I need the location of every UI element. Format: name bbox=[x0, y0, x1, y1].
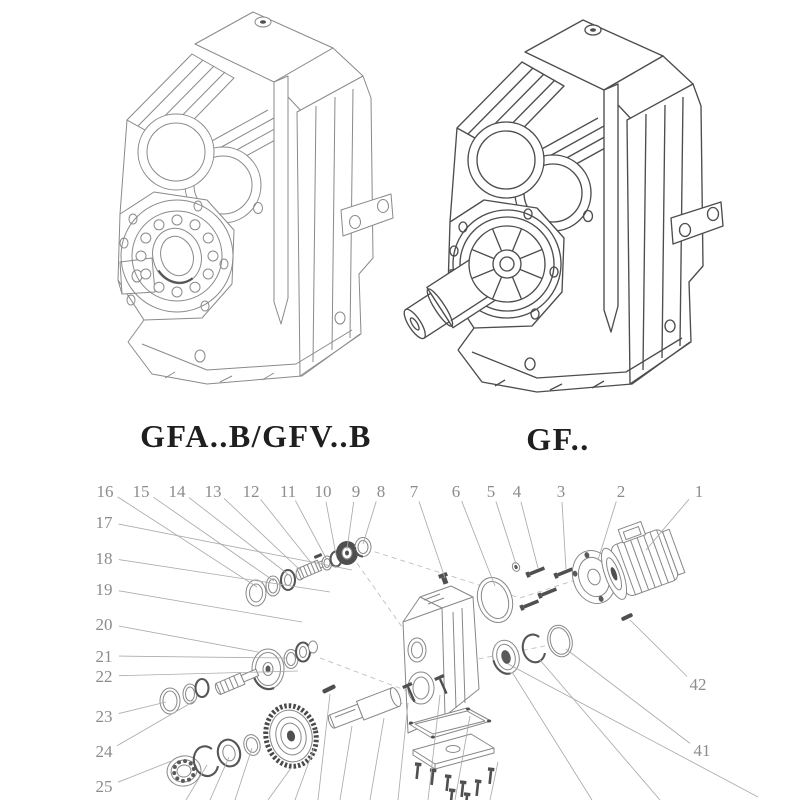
leader-line-8 bbox=[363, 501, 376, 544]
part-number-42: 42 bbox=[689, 675, 707, 694]
part-number-3: 3 bbox=[556, 482, 566, 501]
part-second-pinion-shaft bbox=[214, 667, 260, 695]
leader-line-10 bbox=[326, 502, 336, 555]
part-vent-plug bbox=[438, 572, 450, 585]
part-spacer-ring bbox=[242, 733, 263, 757]
leader-line-7 bbox=[419, 501, 445, 578]
part-spacer-ring bbox=[309, 641, 318, 653]
part-number-23: 23 bbox=[95, 707, 113, 726]
part-number-12: 12 bbox=[242, 482, 260, 501]
part-seal-ring bbox=[296, 643, 310, 662]
part-oil-seal bbox=[196, 679, 209, 697]
part-number-16: 16 bbox=[96, 482, 114, 501]
leader-line-25 bbox=[118, 760, 174, 782]
part-oil-seal bbox=[215, 737, 243, 769]
part-stud bbox=[519, 598, 539, 610]
part-output-bearing-right bbox=[489, 637, 523, 677]
leader-line-41 bbox=[566, 649, 690, 743]
leader-line-11 bbox=[295, 501, 327, 560]
part-intermediate-gear bbox=[252, 649, 284, 689]
part-stud bbox=[537, 586, 557, 598]
part-number-17: 17 bbox=[95, 513, 113, 532]
gearbox-drawing-right bbox=[397, 20, 723, 392]
part-number-41: 41 bbox=[693, 741, 711, 760]
part-output-gear bbox=[260, 701, 322, 771]
gearbox-drawing-left bbox=[118, 12, 393, 384]
part-end-cap bbox=[246, 580, 266, 606]
part-input-bearing bbox=[355, 538, 371, 557]
part-key bbox=[322, 684, 337, 694]
part-number-6: 6 bbox=[451, 482, 461, 501]
part-number-14: 14 bbox=[168, 482, 186, 501]
part-number-9: 9 bbox=[351, 482, 361, 501]
leader-line-6 bbox=[462, 501, 495, 586]
part-number-18: 18 bbox=[95, 549, 113, 568]
part-key-42 bbox=[621, 613, 634, 622]
leader-line-16 bbox=[118, 497, 257, 587]
part-number-5: 5 bbox=[486, 482, 496, 501]
part-set-screw bbox=[314, 553, 323, 559]
part-number-20: 20 bbox=[95, 615, 113, 634]
part-base-plate bbox=[413, 734, 494, 769]
leader-line-14 bbox=[189, 498, 289, 575]
part-flange-gasket bbox=[472, 573, 519, 627]
model-label-right: GF.. bbox=[526, 421, 590, 457]
part-number-15: 15 bbox=[132, 482, 150, 501]
part-number-4: 4 bbox=[512, 482, 522, 501]
part-seal-ring bbox=[266, 576, 280, 596]
part-number-11: 11 bbox=[279, 482, 297, 501]
part-number-24: 24 bbox=[95, 742, 113, 761]
part-number-1: 1 bbox=[694, 482, 704, 501]
leader-line-24 bbox=[117, 700, 196, 746]
part-number-22: 22 bbox=[95, 667, 113, 686]
part-number-2: 2 bbox=[616, 482, 626, 501]
part-number-7: 7 bbox=[409, 482, 419, 501]
part-stud bbox=[553, 566, 573, 578]
part-end-cap bbox=[160, 688, 180, 714]
leader-line-42 bbox=[630, 620, 687, 677]
leader-line-3 bbox=[562, 502, 566, 569]
leader-line-4 bbox=[521, 502, 538, 568]
part-output-shaft bbox=[326, 686, 403, 732]
part-bolt bbox=[413, 762, 494, 800]
part-ring-41 bbox=[544, 622, 575, 659]
part-number-8: 8 bbox=[376, 482, 386, 501]
part-oil-seal bbox=[281, 570, 295, 590]
part-number-21: 21 bbox=[95, 647, 113, 666]
leader-line-12 bbox=[261, 499, 312, 564]
part-input-gear bbox=[336, 541, 358, 565]
leader-line-23 bbox=[119, 702, 166, 714]
leader-line-5 bbox=[496, 501, 516, 564]
model-label-left: GFA..B/GFV..B bbox=[140, 418, 372, 454]
leader-line-20 bbox=[119, 626, 258, 652]
leader-line-17 bbox=[119, 524, 352, 570]
exploded-view bbox=[96, 482, 759, 800]
part-number-25: 25 bbox=[95, 777, 113, 796]
part-stud bbox=[525, 565, 545, 577]
part-number-19: 19 bbox=[95, 580, 113, 599]
part-number-10: 10 bbox=[314, 482, 332, 501]
leader-line-15 bbox=[153, 497, 274, 581]
part-number-13: 13 bbox=[204, 482, 222, 501]
